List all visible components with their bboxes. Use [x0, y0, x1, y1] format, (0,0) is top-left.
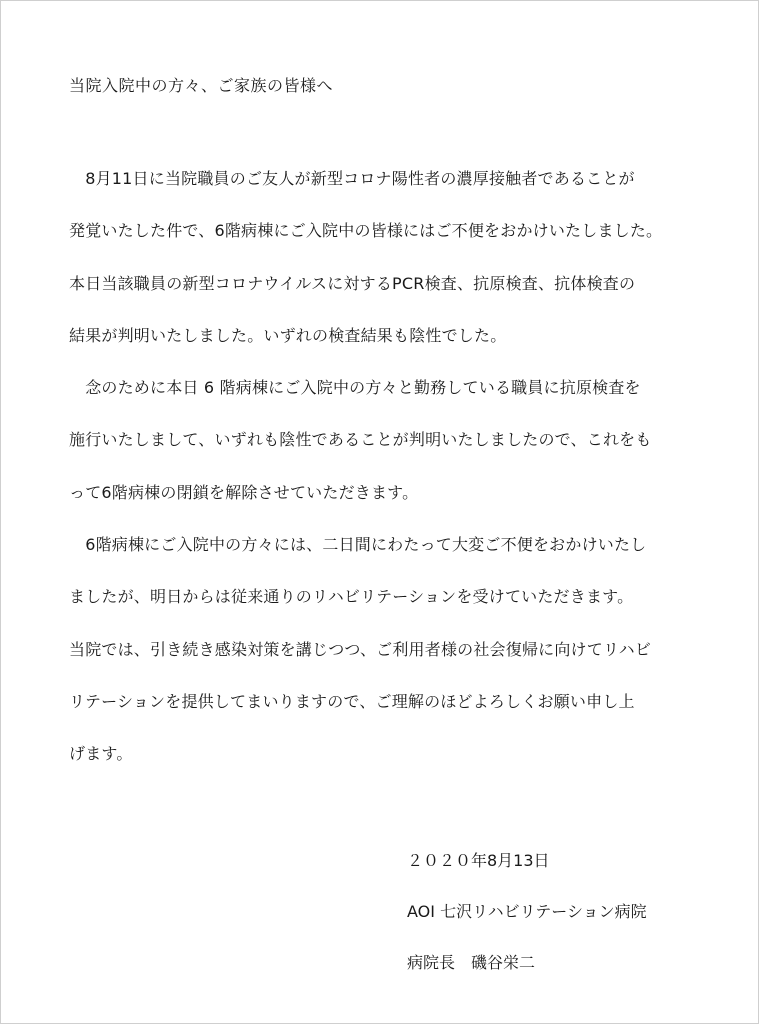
body-line: 6階病棟にご入院中の方々には、二日間にわたって大変ご不便をおかけいたし: [69, 535, 647, 555]
body-line: ましたが、明日からは従来通りのリハビリテーションを受けていただきます。: [69, 587, 634, 607]
salutation: 当院入院中の方々、ご家族の皆様へ: [69, 76, 334, 95]
letter-body: [69, 171, 709, 799]
hospital-name: AOI 七沢リハビリテーション病院: [407, 902, 647, 921]
signer-name: 病院長 磯谷栄二: [407, 953, 536, 972]
body-line: 発覚いたした件で、6階病棟にご入院中の皆様にはご不便をおかけいたしました。: [69, 221, 663, 241]
body-line: 結果が判明いたしました。いずれの検査結果も陰性でした。: [69, 325, 507, 345]
body-line: 本日当該職員の新型コロナウイルスに対するPCR検査、抗原検査、抗体検査の: [69, 273, 636, 293]
body-line: 施行いたしまして、いずれも陰性であることが判明いたしましたので、これをも: [69, 430, 652, 450]
body-line: げます。: [69, 744, 133, 764]
body-line: リテーションを提供してまいりますので、ご理解のほどよろしくお願い申し上: [69, 691, 635, 711]
body-line: って6階病棟の閉鎖を解除させていただきます。: [69, 482, 419, 502]
body-line: 当院では、引き続き感染対策を講じつつ、ご利用者様の社会復帰に向けてリハビ: [69, 639, 652, 659]
letter-date: ２０２０年8月13日: [407, 851, 550, 870]
body-line: 8月11日に当院職員のご友人が新型コロナ陽性者の濃厚接触者であることが: [69, 169, 635, 188]
body-line: 念のために本日 6 階病棟にご入院中の方々と勤務している職員に抗原検査を: [69, 378, 641, 398]
signature-block: [407, 853, 647, 1006]
